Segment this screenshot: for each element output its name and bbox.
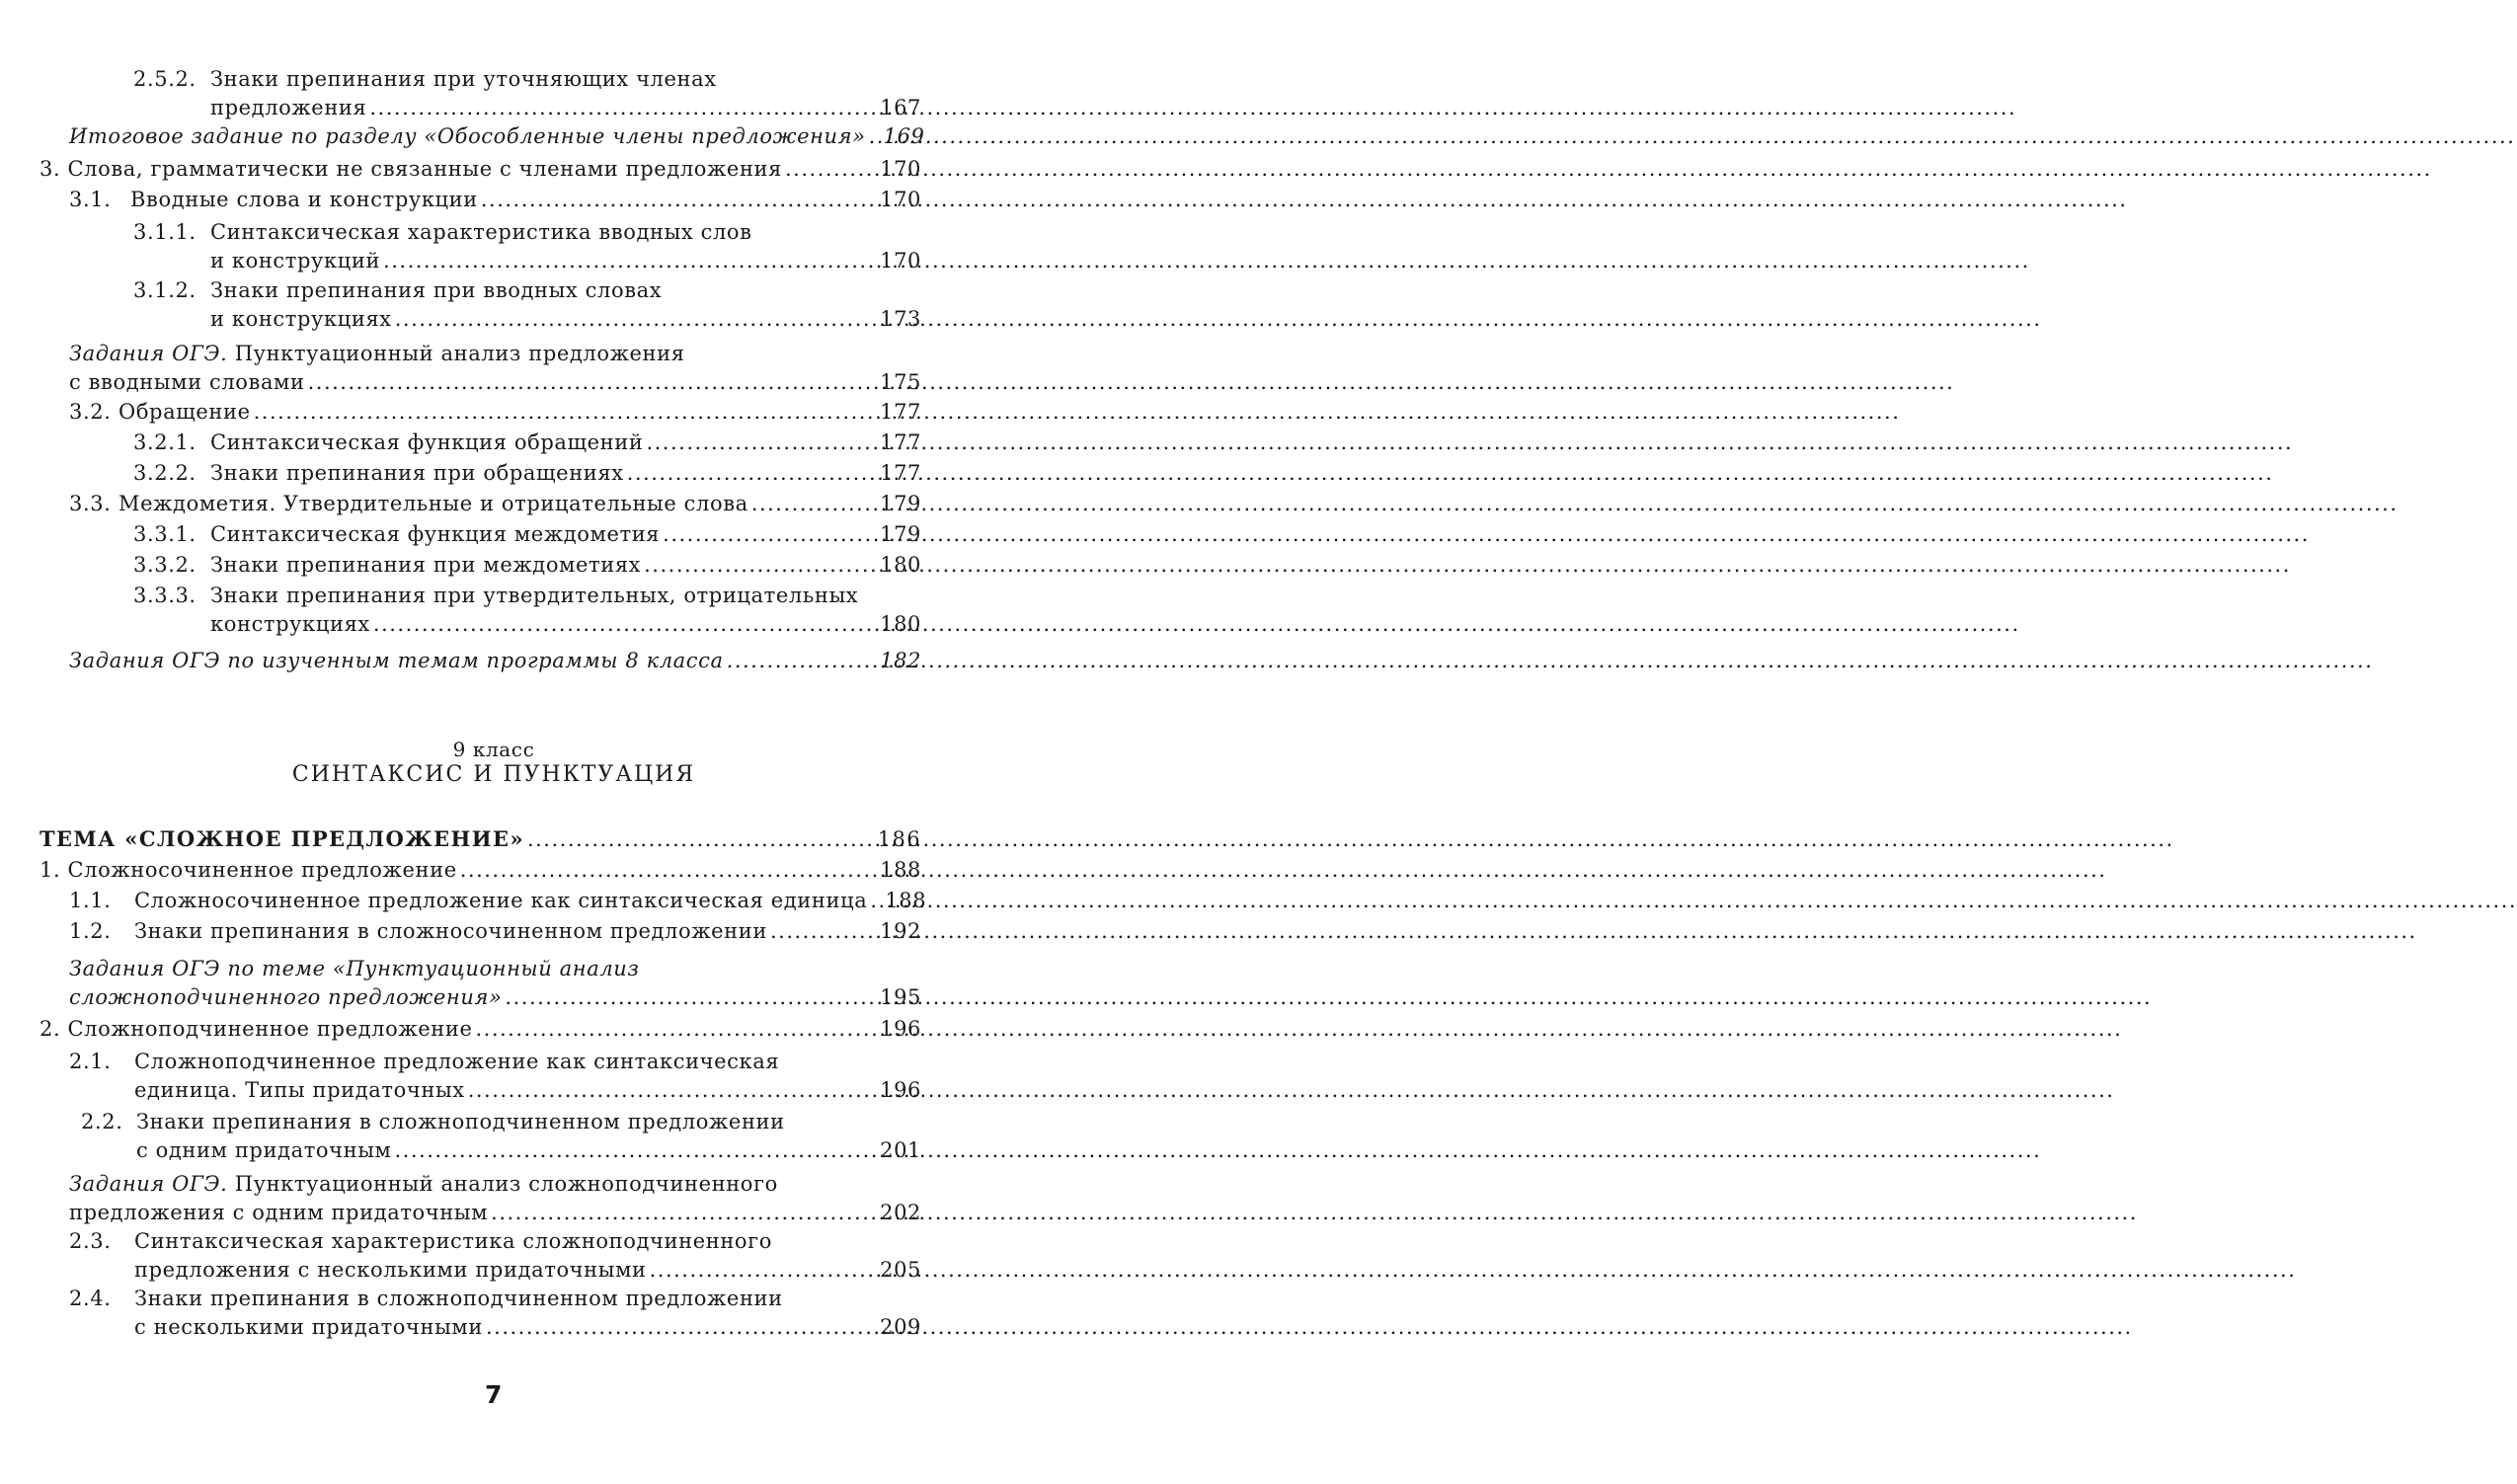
toc-line (133, 610, 921, 639)
toc-entry (69, 122, 925, 151)
toc-title: 2. Сложноподчиненное предложение (39, 1017, 473, 1041)
toc-title: Задания ОГЭ по изученным темам программы 8 класса (69, 649, 724, 672)
toc-line (69, 887, 927, 915)
toc-number: 2.1. (69, 1050, 112, 1073)
toc-line (69, 647, 921, 675)
toc-page-number: 201 (880, 1138, 921, 1162)
toc-title: предложения с одним придаточным (69, 1201, 489, 1224)
toc-entry (133, 520, 921, 549)
toc-title: Знаки препинания при уточняющих членах (210, 67, 717, 91)
toc-title: Обращение (118, 400, 251, 424)
toc-title: Знаки препинания при утвердительных, отрицательных (210, 584, 859, 607)
toc-page-number: 186 (877, 827, 921, 851)
toc-line (133, 520, 921, 549)
toc-title: Знаки препинания при междометиях (210, 553, 642, 577)
leader-dots (870, 887, 882, 915)
toc-line (69, 1227, 921, 1256)
leader-dots (468, 1076, 877, 1105)
toc-title-italic: Задания ОГЭ. (69, 1172, 228, 1196)
toc-title: Синтаксическая функция междометия (210, 522, 661, 546)
toc-page-number: 167 (880, 96, 921, 119)
toc-title: и конструкциях (210, 307, 392, 331)
toc-entry (69, 917, 921, 946)
toc-page-number: 177 (880, 461, 921, 485)
leader-dots (373, 610, 877, 639)
toc-entry (133, 551, 921, 580)
toc-number: 3.2. (69, 400, 112, 424)
toc-entry (69, 340, 921, 397)
toc-entry (69, 490, 921, 518)
toc-page-number: 182 (880, 649, 921, 672)
toc-number: 1.2. (69, 919, 112, 943)
leader-dots (505, 983, 877, 1012)
toc-line (69, 490, 921, 518)
toc-entry (133, 218, 921, 275)
leader-dots (395, 305, 877, 334)
toc-title: с вводными словами (69, 370, 305, 394)
toc-number: 3.3.1. (133, 522, 197, 546)
toc-entry (69, 887, 927, 915)
toc-title: с одним придаточным (136, 1138, 392, 1162)
grade-heading: 9 класс (452, 738, 535, 761)
leader-dots (486, 1313, 877, 1342)
toc-line (69, 122, 925, 151)
toc-page-number: 177 (880, 430, 921, 454)
document-page (0, 0, 987, 1484)
toc-title: Синтаксическая функция обращений (210, 430, 644, 454)
toc-line (133, 459, 921, 488)
toc-number: 3.2.2. (133, 461, 197, 485)
toc-line (69, 983, 921, 1012)
toc-page-number: 179 (880, 522, 921, 546)
toc-entry (133, 582, 921, 639)
leader-dots (627, 459, 877, 488)
leader-dots (650, 1256, 878, 1285)
toc-line (69, 917, 921, 946)
toc-line (133, 429, 921, 457)
toc-page-number: 175 (880, 370, 921, 394)
toc-line (69, 1285, 921, 1313)
leader-dots (475, 1015, 877, 1044)
toc-number: 2.2. (81, 1110, 123, 1133)
leader-dots (369, 94, 877, 122)
leader-dots (527, 825, 875, 854)
toc-line (69, 368, 921, 397)
toc-entry (69, 186, 921, 214)
toc-number: 2.4. (69, 1287, 112, 1310)
toc-number: 3.1.2. (133, 278, 197, 302)
toc-line (69, 1256, 921, 1285)
toc-line (39, 824, 921, 853)
toc-line (39, 1015, 921, 1044)
toc-line (69, 1048, 921, 1076)
toc-title: Знаки препинания при обращениях (210, 461, 624, 485)
toc-page-number: 209 (880, 1315, 921, 1339)
toc-entry (133, 429, 921, 457)
toc-topic-title: ТЕМА «СЛОЖНОЕ ПРЕДЛОЖЕНИЕ» (39, 826, 524, 851)
toc-title: Задания ОГЭ по теме «Пунктуационный анализ (69, 957, 640, 980)
toc-page-number: 205 (880, 1258, 921, 1282)
toc-title: Вводные слова и конструкции (130, 188, 478, 211)
toc-title: Синтаксическая характеристика вводных слов (210, 220, 752, 244)
leader-dots (254, 398, 878, 427)
toc-number: 3.1. (69, 188, 112, 211)
leader-dots (663, 520, 877, 549)
leader-dots (727, 647, 877, 675)
toc-entry (133, 65, 921, 122)
toc-page-number: 188 (885, 889, 927, 912)
toc-entry (69, 1170, 921, 1227)
toc-page-number: 196 (880, 1017, 921, 1041)
toc-page-number: 180 (880, 612, 921, 636)
toc-entry (69, 1048, 921, 1105)
leader-dots (770, 917, 877, 946)
toc-page-number: 169 (883, 124, 925, 148)
toc-title: Итоговое задание по разделу «Обособленные члены предложения» (69, 124, 866, 148)
toc-line (133, 551, 921, 580)
toc-line (69, 398, 921, 427)
toc-page-number: 202 (880, 1201, 921, 1224)
toc-page-number: 195 (880, 985, 921, 1009)
toc-title: единица. Типы придаточных (134, 1078, 465, 1102)
toc-line (133, 305, 921, 334)
toc-title: предложения (210, 96, 367, 119)
toc-title: Синтаксическая характеристика сложноподчиненного (134, 1229, 773, 1253)
toc-line (133, 94, 921, 122)
toc-title: Междометия. Утвердительные и отрицательные слова (118, 492, 748, 515)
leader-dots (785, 155, 877, 184)
toc-line (69, 955, 921, 983)
toc-entry (81, 1108, 921, 1165)
toc-line (133, 65, 921, 94)
leader-dots (460, 856, 877, 885)
toc-page-number: 192 (880, 919, 921, 943)
toc-number: 3.1.1. (133, 220, 197, 244)
toc-line (69, 1076, 921, 1105)
toc-title: Знаки препинания при вводных словах (210, 278, 663, 302)
leader-dots (751, 490, 877, 518)
toc-entry (69, 1285, 921, 1342)
toc-number: 2.5.2. (133, 67, 197, 91)
toc-entry (69, 955, 921, 1012)
toc-title: Сложноподчиненное предложение как синтаксическая (134, 1050, 780, 1073)
leader-dots (308, 368, 878, 397)
toc-page-number: 170 (880, 249, 921, 273)
toc-page-number: 180 (880, 553, 921, 577)
toc-entry (69, 647, 921, 675)
toc-line (133, 247, 921, 275)
toc-number: 1.1. (69, 889, 112, 912)
leader-dots (491, 1199, 877, 1227)
toc-entry (69, 398, 921, 427)
toc-title: Знаки препинания в сложноподчиненном предложении (134, 1287, 783, 1310)
leader-dots (644, 551, 877, 580)
toc-title: с несколькими придаточными (134, 1315, 483, 1339)
toc-line (81, 1136, 921, 1165)
leader-dots (869, 122, 881, 151)
toc-number: 3.2.1. (133, 430, 197, 454)
toc-entry (39, 155, 921, 184)
toc-entry (39, 824, 921, 853)
toc-title: конструкциях (210, 612, 370, 636)
toc-title: 1. Сложносочиненное предложение (39, 858, 457, 882)
toc-line (133, 276, 921, 305)
toc-line (69, 340, 921, 368)
toc-number: 3.3.2. (133, 553, 197, 577)
toc-line (81, 1108, 921, 1136)
toc-page-number: 173 (880, 307, 921, 331)
toc-line (133, 218, 921, 247)
toc-number: 2.3. (69, 1229, 112, 1253)
leader-dots (646, 429, 877, 457)
toc-line (39, 155, 921, 184)
toc-page-number: 177 (880, 400, 921, 424)
toc-line (133, 582, 921, 610)
toc-line (69, 1313, 921, 1342)
toc-entry (69, 1227, 921, 1285)
toc-line (39, 856, 921, 885)
toc-title: и конструкций (210, 249, 381, 273)
toc-page-number: 196 (880, 1078, 921, 1102)
toc-title: Пунктуационный анализ предложения (227, 342, 685, 365)
toc-entry (39, 1015, 921, 1044)
toc-title: Пунктуационный анализ сложноподчиненного (227, 1172, 778, 1196)
toc-page-number: 170 (880, 188, 921, 211)
page-number: 7 (485, 1380, 503, 1409)
toc-title: предложения с несколькими придаточными (134, 1258, 647, 1282)
section-title: СИНТАКСИС И ПУНКТУАЦИЯ (291, 762, 696, 787)
toc-entry (133, 276, 921, 334)
toc-number: 3.3.3. (133, 584, 197, 607)
toc-title: сложноподчиненного предложения» (69, 985, 503, 1009)
leader-dots (395, 1136, 878, 1165)
toc-title: Сложносочиненное предложение как синтаксическая единица (134, 889, 868, 912)
toc-title: Знаки препинания в сложносочиненном предложении (134, 919, 767, 943)
toc-entry (133, 459, 921, 488)
leader-dots (481, 186, 877, 214)
toc-title-italic: Задания ОГЭ. (69, 342, 228, 365)
toc-title: 3. Слова, грамматически не связанные с членами предложения (39, 157, 782, 181)
leader-dots (383, 247, 877, 275)
toc-line (69, 1199, 921, 1227)
toc-entry (39, 856, 921, 885)
toc-title: Знаки препинания в сложноподчиненном предложении (136, 1110, 785, 1133)
toc-number: 3.3. (69, 492, 112, 515)
toc-line (69, 1170, 921, 1199)
toc-page-number: 179 (880, 492, 921, 515)
toc-page-number: 188 (880, 858, 921, 882)
toc-line (69, 186, 921, 214)
toc-page-number: 170 (880, 157, 921, 181)
